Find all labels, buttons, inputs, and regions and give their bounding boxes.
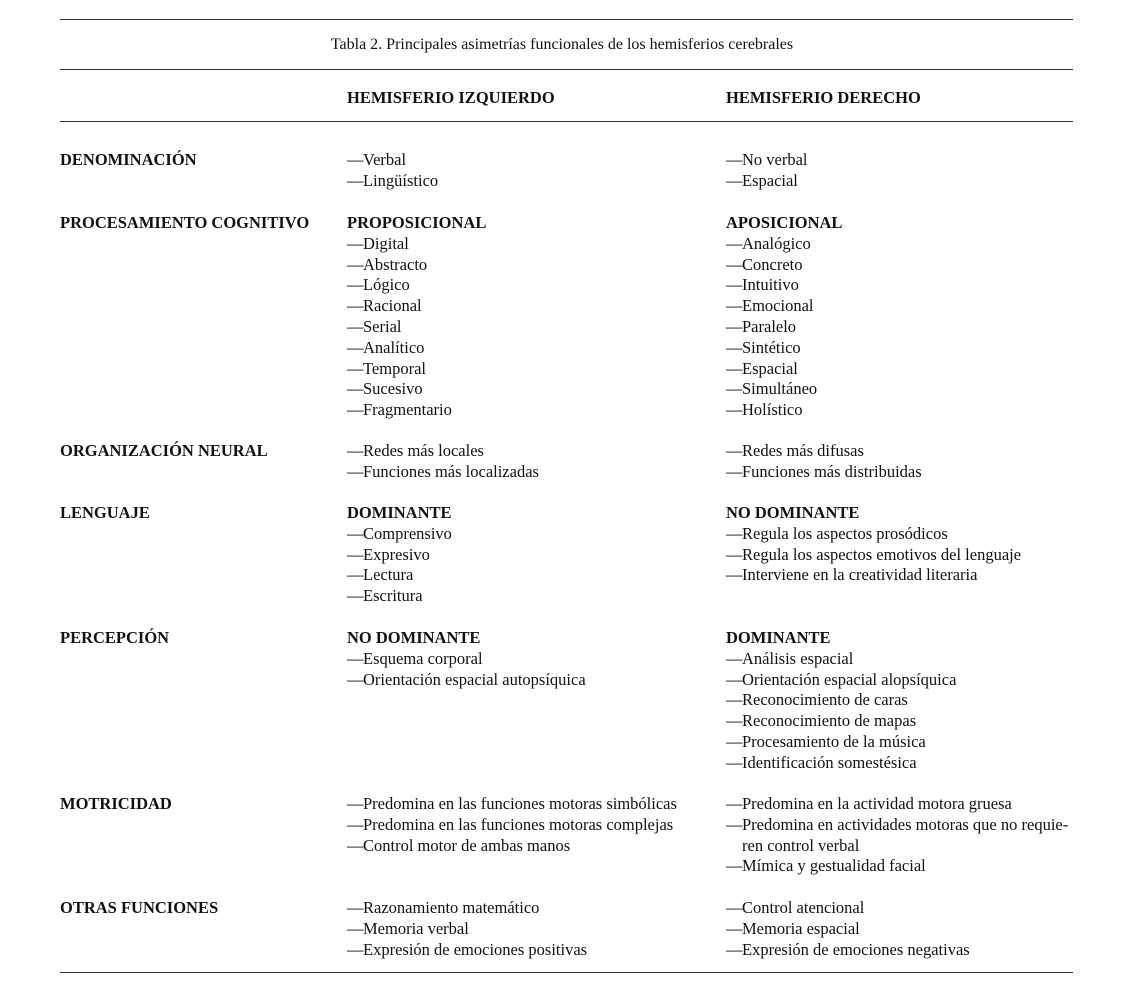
list-item	[726, 794, 1076, 815]
list-item-text: Redes más locales	[363, 441, 484, 460]
list-item	[347, 275, 717, 296]
dash-marker: —	[726, 400, 743, 420]
list-item	[347, 441, 717, 462]
list-item	[726, 462, 1076, 483]
header-left-hemisphere: HEMISFERIO IZQUIERDO	[347, 88, 555, 107]
right-hemisphere-cell	[726, 441, 1076, 483]
list-item-text: Reconocimiento de mapas	[742, 711, 917, 731]
left-hemisphere-cell	[347, 150, 717, 192]
dash-marker: —	[347, 669, 364, 689]
dash-marker: —	[726, 939, 743, 959]
list-item	[726, 524, 1076, 545]
list-item	[726, 940, 1076, 961]
list-item	[726, 815, 1076, 836]
left-cell-subtitle: NO DOMINANTE	[347, 628, 481, 647]
list-item	[347, 150, 717, 171]
list-item	[347, 400, 717, 421]
list-item-text: Sucesivo	[363, 379, 423, 399]
list-item-text: Lectura	[363, 565, 414, 585]
row-category: DENOMINACIÓN	[60, 150, 197, 169]
dash-marker: —	[726, 731, 743, 751]
left-hemisphere-cell	[347, 503, 717, 607]
list-item-text: Predomina en actividades motoras que no requie-	[742, 814, 1069, 834]
dash-marker: —	[726, 523, 743, 543]
right-hemisphere-cell	[726, 213, 1076, 421]
list-item	[347, 338, 717, 359]
list-item-text: Comprensivo	[363, 523, 452, 543]
left-hemisphere-cell	[347, 628, 717, 690]
list-item-text: Temporal	[363, 358, 426, 378]
list-item	[726, 856, 1076, 877]
list-item-text: Memoria verbal	[363, 918, 469, 938]
dash-marker: —	[347, 150, 364, 169]
list-item-text: Redes más difusas	[742, 441, 864, 460]
list-item-text: Análisis espacial	[742, 648, 854, 668]
right-hemisphere-cell	[726, 898, 1076, 960]
list-item-text: Expresión de emociones negativas	[742, 939, 970, 959]
dash-marker: —	[726, 441, 743, 460]
dash-marker: —	[726, 544, 743, 564]
dash-marker: —	[347, 296, 364, 316]
list-item-text: Procesamiento de la música	[742, 731, 926, 751]
row-category: PERCEPCIÓN	[60, 628, 170, 647]
dash-marker: —	[726, 233, 743, 253]
dash-marker: —	[726, 690, 743, 710]
row-category: OTRAS FUNCIONES	[60, 898, 219, 917]
dash-marker: —	[347, 461, 364, 481]
list-item	[726, 441, 1076, 462]
list-item	[726, 234, 1076, 255]
header-rule	[60, 121, 1073, 122]
list-item-text: Verbal	[363, 150, 407, 169]
dash-marker: —	[347, 794, 364, 813]
list-item	[726, 898, 1076, 919]
list-item	[347, 586, 717, 607]
list-item-text: Intuitivo	[742, 275, 799, 295]
list-item	[726, 753, 1076, 774]
dash-marker: —	[726, 898, 743, 917]
list-item	[347, 524, 717, 545]
list-item	[726, 400, 1076, 421]
dash-marker: —	[726, 648, 743, 668]
list-item	[726, 690, 1076, 711]
right-cell-subtitle: NO DOMINANTE	[726, 503, 860, 522]
dash-marker: —	[347, 170, 364, 190]
list-item	[347, 649, 717, 670]
list-item-text: Predomina en la actividad motora gruesa	[742, 794, 1012, 813]
dash-marker: —	[726, 254, 743, 274]
list-item	[347, 670, 717, 691]
list-item-text: Predomina en las funciones motoras complejas	[363, 814, 674, 834]
list-item	[726, 919, 1076, 940]
row-category: MOTRICIDAD	[60, 794, 172, 813]
list-item	[347, 255, 717, 276]
right-cell-subtitle: APOSICIONAL	[726, 213, 843, 232]
right-cell-subtitle: DOMINANTE	[726, 628, 831, 647]
dash-marker: —	[347, 544, 364, 564]
list-item-text: Expresión de emociones positivas	[363, 939, 588, 959]
table-caption: Tabla 2. Principales asimetrías funcionales de los hemisferios cerebrales	[330, 36, 794, 53]
dash-marker: —	[726, 711, 743, 731]
list-item	[726, 836, 1076, 857]
dash-marker: —	[726, 565, 743, 585]
caption-rule	[60, 69, 1073, 70]
dash-marker: —	[347, 939, 364, 959]
list-item	[726, 711, 1076, 732]
dash-marker: —	[726, 461, 743, 481]
dash-marker: —	[347, 275, 364, 295]
dash-marker: —	[347, 233, 364, 253]
dash-marker: —	[726, 170, 743, 190]
list-item-text: Identificación somestésica	[742, 752, 917, 772]
list-item-text: Espacial	[742, 170, 798, 190]
row-category: ORGANIZACIÓN NEURAL	[60, 441, 268, 460]
bottom-rule	[60, 972, 1073, 973]
list-item-text: Reconocimiento de caras	[742, 690, 908, 710]
dash-marker: —	[347, 565, 364, 585]
dash-marker: —	[726, 379, 743, 399]
list-item-text: Escritura	[363, 586, 423, 606]
list-item-text: Emocional	[742, 296, 814, 316]
dash-marker: —	[347, 337, 364, 357]
dash-marker: —	[726, 856, 743, 876]
dash-marker: —	[347, 814, 364, 834]
left-hemisphere-cell	[347, 213, 717, 421]
list-item	[726, 338, 1076, 359]
list-item-text: Regula los aspectos emotivos del lenguaje	[742, 544, 1022, 564]
header-right-hemisphere: HEMISFERIO DERECHO	[726, 88, 921, 107]
list-item	[726, 545, 1076, 566]
dash-marker: —	[347, 648, 364, 668]
list-item	[726, 296, 1076, 317]
list-item	[726, 150, 1076, 171]
list-item-text: Paralelo	[742, 316, 797, 336]
dash-marker: —	[726, 296, 743, 316]
dash-marker: —	[347, 898, 364, 917]
list-item-text: Orientación espacial alopsíquica	[742, 669, 957, 689]
list-item-text: Analógico	[742, 233, 811, 253]
list-item-text: Predomina en las funciones motoras simbólicas	[363, 794, 677, 813]
right-hemisphere-cell	[726, 150, 1076, 192]
list-item	[726, 732, 1076, 753]
left-cell-subtitle: DOMINANTE	[347, 503, 452, 522]
list-item-text: Holístico	[742, 400, 803, 420]
list-item	[726, 649, 1076, 670]
list-item-text: Serial	[363, 316, 402, 336]
dash-marker: —	[726, 669, 743, 689]
dash-marker: —	[726, 337, 743, 357]
list-item	[347, 171, 717, 192]
list-item	[726, 171, 1076, 192]
list-item-text: Abstracto	[363, 254, 428, 274]
list-item-text: No verbal	[742, 150, 808, 169]
list-item	[726, 670, 1076, 691]
list-item-text: Digital	[363, 233, 409, 253]
list-item	[726, 317, 1076, 338]
list-item-text: Razonamiento matemático	[363, 898, 540, 917]
dash-marker: —	[726, 794, 743, 813]
dash-marker: —	[347, 835, 364, 855]
dash-marker: —	[347, 918, 364, 938]
list-item-text: ren control verbal	[742, 835, 860, 855]
right-hemisphere-cell	[726, 503, 1076, 586]
list-item-text: Interviene en la creatividad literaria	[742, 565, 978, 585]
list-item	[347, 794, 717, 815]
dash-marker: —	[347, 523, 364, 543]
list-item-text: Racional	[363, 296, 422, 316]
list-item	[347, 815, 717, 836]
list-item-text: Memoria espacial	[742, 918, 860, 938]
left-hemisphere-cell	[347, 794, 717, 856]
list-item-text: Simultáneo	[742, 379, 818, 399]
list-item	[347, 462, 717, 483]
list-item-text: Expresivo	[363, 544, 430, 564]
list-item-text: Fragmentario	[363, 400, 452, 420]
dash-marker: —	[726, 150, 743, 169]
list-item	[347, 545, 717, 566]
list-item	[347, 919, 717, 940]
list-item	[726, 255, 1076, 276]
list-item	[726, 359, 1076, 380]
list-item	[347, 565, 717, 586]
list-item-text: Espacial	[742, 358, 798, 378]
dash-marker: —	[347, 441, 364, 460]
dash-marker: —	[726, 918, 743, 938]
top-rule	[60, 19, 1073, 20]
list-item	[726, 565, 1076, 586]
left-cell-subtitle: PROPOSICIONAL	[347, 213, 487, 232]
dash-marker: —	[726, 275, 743, 295]
list-item	[347, 296, 717, 317]
right-hemisphere-cell	[726, 794, 1076, 877]
list-item	[347, 234, 717, 255]
list-item-text: Control motor de ambas manos	[363, 835, 571, 855]
list-item-text: Funciones más localizadas	[363, 461, 539, 481]
dash-marker: —	[347, 400, 364, 420]
dash-marker: —	[347, 379, 364, 399]
dash-marker: —	[347, 358, 364, 378]
list-item	[726, 275, 1076, 296]
list-item-text: Control atencional	[742, 898, 865, 917]
left-hemisphere-cell	[347, 441, 717, 483]
dash-marker: —	[726, 358, 743, 378]
list-item	[347, 940, 717, 961]
list-item-text: Sintético	[742, 337, 801, 357]
dash-marker: —	[347, 586, 364, 606]
left-hemisphere-cell	[347, 898, 717, 960]
row-category: LENGUAJE	[60, 503, 150, 522]
list-item-text: Regula los aspectos prosódicos	[742, 523, 948, 543]
right-hemisphere-cell	[726, 628, 1076, 774]
list-item	[347, 359, 717, 380]
row-category: PROCESAMIENTO COGNITIVO	[60, 213, 310, 232]
list-item-text: Analítico	[363, 337, 425, 357]
dash-marker: —	[726, 814, 743, 834]
dash-marker: —	[347, 254, 364, 274]
list-item-text: Funciones más distribuidas	[742, 461, 922, 481]
list-item	[347, 317, 717, 338]
dash-marker: —	[347, 316, 364, 336]
list-item-text: Lingüístico	[363, 170, 439, 190]
dash-marker: —	[726, 752, 743, 772]
list-item	[726, 379, 1076, 400]
list-item-text: Mímica y gestualidad facial	[742, 856, 926, 876]
list-item-text: Orientación espacial autopsíquica	[363, 669, 586, 689]
list-item	[347, 836, 717, 857]
list-item-text: Esquema corporal	[363, 648, 483, 668]
list-item-text: Lógico	[363, 275, 410, 295]
dash-marker: —	[726, 316, 743, 336]
list-item	[347, 898, 717, 919]
list-item	[347, 379, 717, 400]
list-item-text: Concreto	[742, 254, 803, 274]
